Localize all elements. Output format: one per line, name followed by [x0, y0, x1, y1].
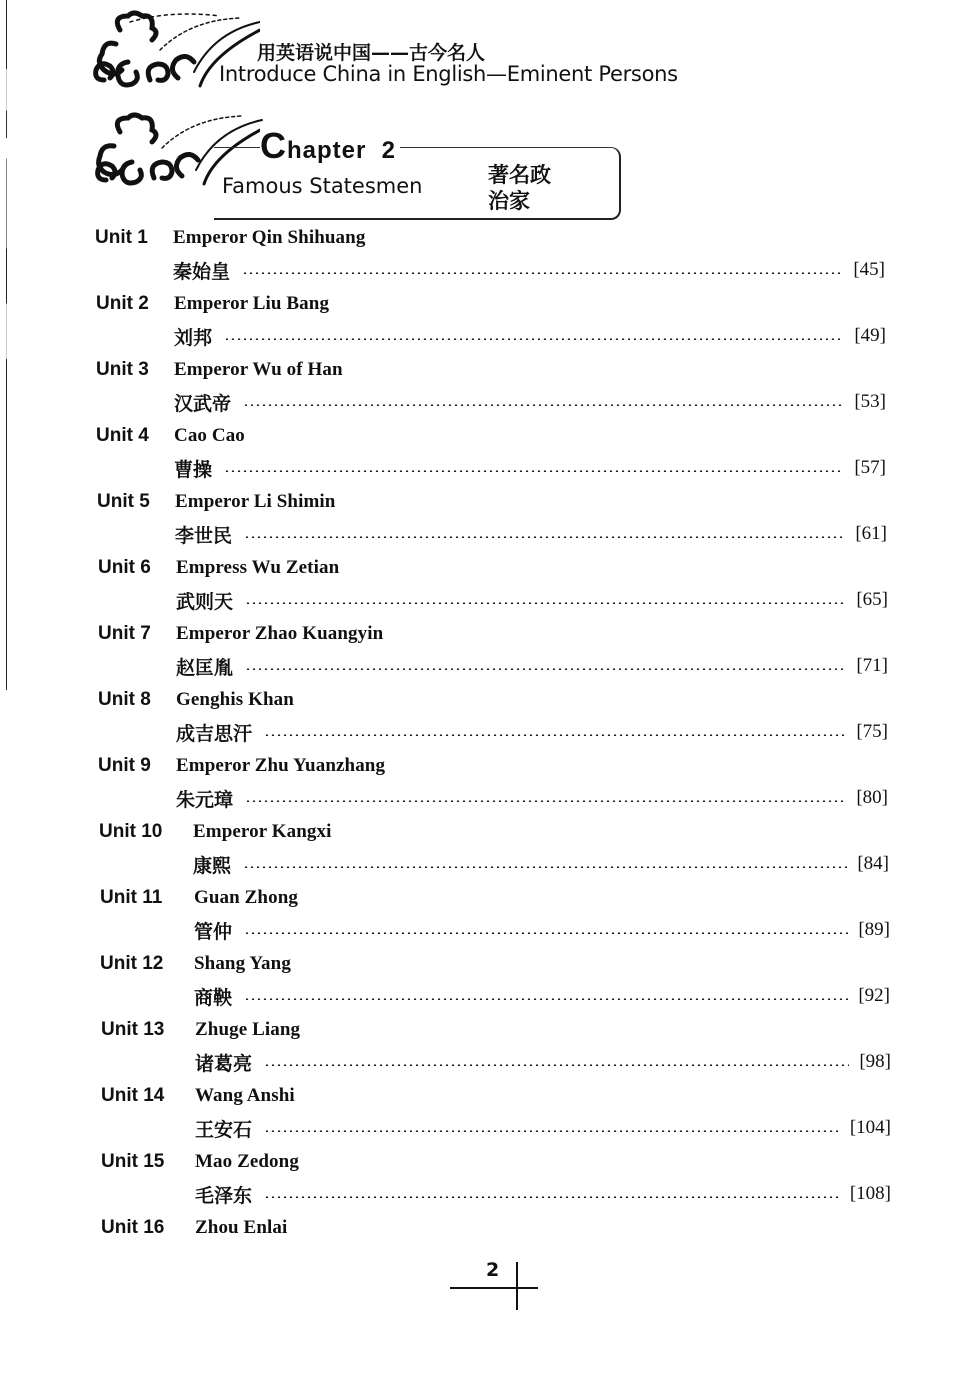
unit-label: Unit 12 [100, 953, 164, 974]
chapter-title [260, 125, 400, 167]
unit-title-chinese: 商鞅 [194, 986, 233, 1009]
toc-entry-unit-6[interactable] [98, 554, 888, 620]
unit-title-english[interactable]: Zhou Enlai [195, 1217, 288, 1238]
unit-title-english[interactable]: Mao Zedong [195, 1151, 299, 1172]
dot-leader [264, 1196, 840, 1198]
chapter-subtitle-english: Famous Statesmen [222, 174, 423, 198]
dot-leader [245, 602, 846, 604]
unit-title-english[interactable]: Emperor Liu Bang [174, 293, 330, 314]
dot-leader [244, 536, 845, 538]
unit-label: Unit 16 [101, 1217, 165, 1238]
page-reference[interactable]: [57] [854, 457, 886, 478]
unit-title-chinese: 曹操 [174, 458, 213, 481]
dot-leader [224, 470, 844, 472]
page-reference[interactable]: [84] [857, 853, 889, 874]
unit-title-english[interactable]: Zhuge Liang [195, 1019, 301, 1040]
dot-leader [242, 272, 843, 274]
dot-leader [244, 932, 848, 934]
page-footer [450, 1258, 540, 1313]
unit-title-english[interactable]: Genghis Khan [176, 689, 294, 710]
page-reference[interactable]: [61] [855, 523, 887, 544]
page-reference[interactable]: [53] [854, 391, 886, 412]
unit-label: Unit 11 [100, 887, 163, 908]
unit-title-chinese: 赵匡胤 [176, 656, 234, 679]
book-title-english: Introduce China in English—Eminent Persons [219, 62, 678, 86]
unit-title-english[interactable]: Guan Zhong [194, 887, 298, 908]
unit-title-english[interactable]: Emperor Li Shimin [175, 491, 336, 512]
toc-entry-unit-11[interactable] [100, 884, 890, 950]
page-reference[interactable]: [104] [849, 1117, 891, 1138]
unit-title-chinese: 汉武帝 [174, 392, 232, 415]
dot-leader [243, 404, 844, 406]
toc-entry-unit-8[interactable] [98, 686, 888, 752]
book-title-chinese: 用英语说中国——古今名人 [257, 42, 486, 64]
unit-title-chinese: 王安石 [195, 1118, 253, 1141]
dot-leader [264, 1130, 840, 1132]
chapter-title-initial: C [260, 125, 287, 166]
toc-entry-unit-13[interactable] [101, 1016, 891, 1082]
unit-title-english[interactable]: Cao Cao [174, 425, 245, 446]
dot-leader [224, 338, 844, 340]
unit-title-chinese: 成吉思汗 [176, 722, 253, 745]
page-reference[interactable]: [89] [858, 919, 890, 940]
page-reference[interactable]: [71] [856, 655, 888, 676]
toc-entry-unit-9[interactable] [98, 752, 888, 818]
unit-title-english[interactable]: Emperor Kangxi [193, 821, 332, 842]
toc-entry-unit-15[interactable] [101, 1148, 891, 1214]
unit-label: Unit 1 [95, 227, 148, 248]
unit-label: Unit 2 [96, 293, 149, 314]
page-reference[interactable]: [108] [849, 1183, 891, 1204]
unit-title-chinese: 康熙 [193, 854, 232, 877]
toc-entry-unit-12[interactable] [100, 950, 890, 1016]
chapter-subtitle-chinese-line2: 治家 [488, 189, 530, 213]
unit-label: Unit 9 [98, 755, 151, 776]
unit-label: Unit 4 [96, 425, 149, 446]
dot-leader [245, 800, 846, 802]
page-reference[interactable]: [49] [854, 325, 886, 346]
dot-leader [264, 1064, 849, 1066]
page-reference[interactable]: [75] [856, 721, 888, 742]
unit-label: Unit 13 [101, 1019, 165, 1040]
unit-label: Unit 3 [96, 359, 149, 380]
footer-rule-vertical [516, 1262, 518, 1310]
chapter-subtitle-chinese [488, 162, 568, 214]
unit-label: Unit 5 [97, 491, 150, 512]
unit-title-english[interactable]: Emperor Zhao Kuangyin [176, 623, 384, 644]
toc-entry-unit-1[interactable] [95, 224, 885, 290]
chapter-heading [92, 112, 632, 222]
book-header [90, 10, 710, 100]
unit-title-chinese: 诸葛亮 [195, 1052, 253, 1075]
toc-entry-unit-3[interactable] [96, 356, 886, 422]
dot-leader [245, 668, 846, 670]
page-reference[interactable]: [98] [859, 1051, 891, 1072]
footer-rule-horizontal [450, 1287, 538, 1289]
page-reference[interactable]: [65] [856, 589, 888, 610]
unit-title-english[interactable]: Emperor Zhu Yuanzhang [176, 755, 386, 776]
unit-title-chinese: 秦始皇 [173, 260, 231, 283]
dot-leader [264, 734, 846, 736]
dot-leader [244, 998, 848, 1000]
table-of-contents [95, 224, 891, 1244]
unit-label: Unit 14 [101, 1085, 165, 1106]
chapter-subtitle-chinese-line1: 著名政 [488, 163, 551, 187]
unit-title-english[interactable]: Shang Yang [194, 953, 291, 974]
toc-entry-unit-16[interactable] [101, 1214, 891, 1244]
cloud-ornament-icon [90, 10, 260, 100]
toc-entry-unit-2[interactable] [96, 290, 886, 356]
unit-title-chinese: 管仲 [194, 920, 233, 943]
page-reference[interactable]: [80] [856, 787, 888, 808]
unit-title-chinese: 朱元璋 [176, 788, 234, 811]
unit-title-chinese: 刘邦 [174, 326, 213, 349]
toc-entry-unit-5[interactable] [97, 488, 887, 554]
unit-label: Unit 8 [98, 689, 151, 710]
unit-label: Unit 15 [101, 1151, 165, 1172]
unit-label: Unit 10 [99, 821, 163, 842]
unit-label: Unit 6 [98, 557, 151, 578]
page-number: 2 [486, 1259, 500, 1281]
unit-title-english[interactable]: Empress Wu Zetian [176, 557, 340, 578]
page-reference[interactable]: [92] [858, 985, 890, 1006]
chapter-title-rest: hapter 2 [287, 137, 397, 164]
dot-leader [243, 866, 847, 868]
unit-title-chinese: 毛泽东 [195, 1184, 253, 1207]
unit-title-chinese: 李世民 [175, 524, 233, 547]
toc-entry-unit-10[interactable] [99, 818, 889, 884]
unit-label: Unit 7 [98, 623, 151, 644]
toc-entry-unit-4[interactable] [96, 422, 886, 488]
unit-title-english[interactable]: Wang Anshi [195, 1085, 295, 1106]
unit-title-english[interactable]: Emperor Qin Shihuang [173, 227, 366, 248]
unit-title-chinese: 武则天 [176, 590, 234, 613]
toc-entry-unit-14[interactable] [101, 1082, 891, 1148]
unit-title-english[interactable]: Emperor Wu of Han [174, 359, 343, 380]
toc-entry-unit-7[interactable] [98, 620, 888, 686]
page-reference[interactable]: [45] [853, 259, 885, 280]
scan-edge-line [6, 0, 7, 690]
